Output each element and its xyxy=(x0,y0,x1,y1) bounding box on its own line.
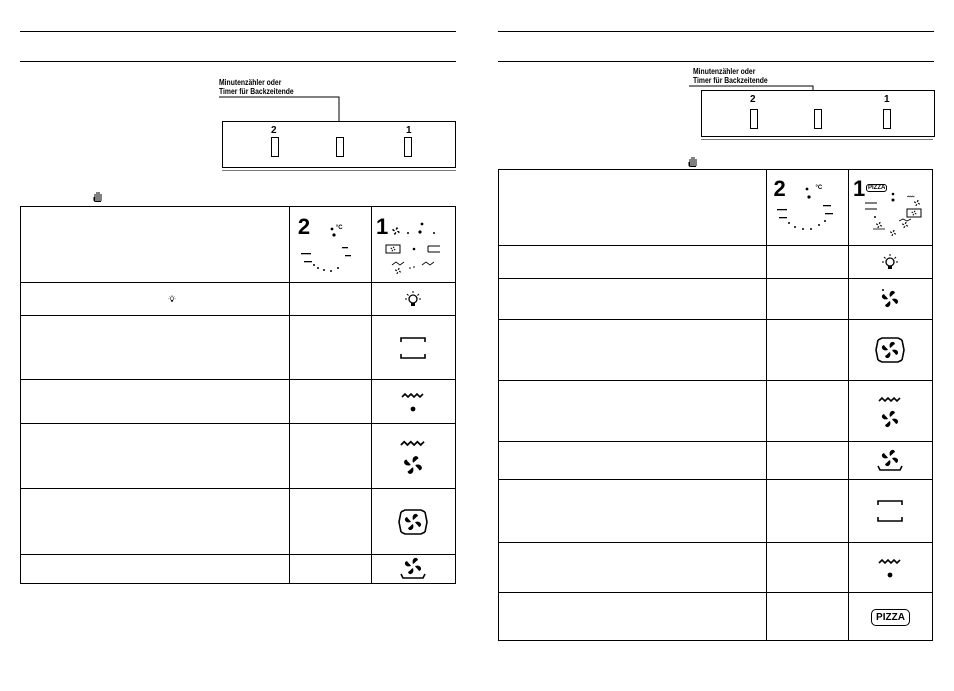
right-row-lamp-knob2 xyxy=(767,246,849,279)
right-row-fanbottom-knob2 xyxy=(767,442,849,480)
left-mode-table xyxy=(20,206,456,584)
right-row-fan-desc xyxy=(499,279,767,320)
pizza-icon: PIZZA xyxy=(871,609,910,626)
right-row-grill-symbol xyxy=(848,543,932,593)
right-knob2-scale xyxy=(773,183,845,237)
left-header-temp-unit: °C xyxy=(335,224,343,231)
right-row-pizza-desc xyxy=(499,593,767,641)
right-panel-knob1-number: 1 xyxy=(884,94,890,105)
right-row-pizza-symbol xyxy=(848,593,932,641)
right-header-knob1 xyxy=(848,170,932,246)
right-row-fangrill-desc xyxy=(499,381,767,442)
right-row-lamp-symbol xyxy=(848,246,932,279)
left-row-fanbottom-desc xyxy=(21,555,290,584)
right-top-rule xyxy=(498,31,934,32)
right-knob1-scale xyxy=(863,191,929,239)
right-knob2-slot[interactable] xyxy=(750,109,758,129)
left-row-grill-knob2 xyxy=(289,380,371,424)
right-mode-table xyxy=(498,169,933,641)
right-row-ring-knob2 xyxy=(767,320,849,381)
right-panel-knob2-number: 2 xyxy=(750,94,756,105)
right-row-fangrill-knob2 xyxy=(767,381,849,442)
left-callout-line2: Timer für Backzeitende xyxy=(219,87,294,96)
right-header-temp-unit: °C xyxy=(815,184,823,191)
right-row-grill-knob2 xyxy=(767,543,849,593)
left-header-knob2 xyxy=(289,207,371,283)
left-second-rule xyxy=(20,61,456,62)
right-row-fan-symbol xyxy=(848,279,932,320)
left-top-rule xyxy=(20,31,456,32)
right-header-knob2 xyxy=(767,170,849,246)
right-callout-line2: Timer für Backzeitende xyxy=(693,76,768,85)
fan-grill-icon xyxy=(849,389,932,433)
fan-bottom-heat-icon xyxy=(372,555,455,583)
right-header-knob1-number: 1 xyxy=(852,175,866,201)
fan-bottom-heat-icon xyxy=(849,445,932,477)
right-row-pizza-knob2 xyxy=(767,593,849,641)
left-control-panel xyxy=(222,121,456,168)
right-row-topbottom-symbol xyxy=(848,480,932,543)
fan-grill-icon xyxy=(372,431,455,481)
left-header-knob1-number: 1 xyxy=(375,213,389,239)
left-panel-underline xyxy=(222,170,456,171)
grill-icon xyxy=(849,551,932,585)
left-row-topbottom-symbol xyxy=(371,316,455,380)
grill-icon xyxy=(372,385,455,419)
right-callout-line1: Minutenzähler oder xyxy=(693,67,756,76)
left-row-lamp-knob2 xyxy=(289,283,371,316)
right-control-panel xyxy=(701,90,935,137)
left-row-grill-symbol xyxy=(371,380,455,424)
right-row-ring-symbol xyxy=(848,320,932,381)
right-second-rule xyxy=(498,61,934,62)
top-bottom-heat-icon xyxy=(849,491,932,531)
left-row-fangrill-symbol xyxy=(371,424,455,489)
left-row-fanbottom-symbol xyxy=(371,555,455,584)
right-header-pizza-label: PIZZA xyxy=(867,184,886,191)
left-row-topbottom-desc xyxy=(21,316,290,380)
right-row-topbottom-desc xyxy=(499,480,767,543)
left-callout-line1: Minutenzähler oder xyxy=(219,78,282,87)
left-inline-lamp-icon xyxy=(167,294,177,304)
right-panel-underline xyxy=(701,139,933,140)
left-row-ring-symbol xyxy=(371,489,455,555)
top-bottom-heat-icon xyxy=(372,328,455,368)
left-row-fanbottom-knob2 xyxy=(289,555,371,584)
fan-ring-heat-icon xyxy=(849,328,932,372)
right-row-topbottom-knob2 xyxy=(767,480,849,543)
left-header-knob1 xyxy=(371,207,455,283)
right-row-fanbottom-desc xyxy=(499,442,767,480)
right-row-lamp-desc xyxy=(499,246,767,279)
left-row-topbottom-knob2 xyxy=(289,316,371,380)
left-row-ring-knob2 xyxy=(289,489,371,555)
right-row-fan-knob2 xyxy=(767,279,849,320)
left-knob2-scale xyxy=(298,223,364,273)
left-row-lamp-desc xyxy=(21,283,290,316)
left-row-fangrill-knob2 xyxy=(289,424,371,489)
right-row-fanbottom-symbol xyxy=(848,442,932,480)
left-row-ring-desc xyxy=(21,489,290,555)
left-panel-knob1-number: 1 xyxy=(406,125,412,136)
left-knob2-slot[interactable] xyxy=(271,137,279,157)
right-row-grill-desc xyxy=(499,543,767,593)
left-panel-knob2-number: 2 xyxy=(271,125,277,136)
right-timer-slot[interactable] xyxy=(814,109,822,129)
right-knob1-slot[interactable] xyxy=(883,109,891,129)
lamp-icon xyxy=(372,284,455,314)
lamp-icon xyxy=(849,247,932,277)
left-row-fangrill-desc xyxy=(21,424,290,489)
fan-ring-heat-icon xyxy=(372,500,455,544)
left-header-desc xyxy=(21,207,290,283)
right-header-desc xyxy=(499,170,767,246)
left-timer-slot[interactable] xyxy=(336,137,344,157)
left-row-lamp-symbol xyxy=(371,283,455,316)
left-knob1-slot[interactable] xyxy=(404,137,412,157)
right-header-knob2-number: 2 xyxy=(773,175,786,201)
left-row-grill-desc xyxy=(21,380,290,424)
left-hand-icon xyxy=(93,190,103,202)
right-row-fangrill-symbol xyxy=(848,381,932,442)
left-header-knob2-number: 2 xyxy=(297,213,311,239)
left-knob1-scale xyxy=(384,219,454,275)
fan-icon xyxy=(849,281,932,317)
right-hand-icon xyxy=(688,155,698,167)
right-row-ring-desc xyxy=(499,320,767,381)
